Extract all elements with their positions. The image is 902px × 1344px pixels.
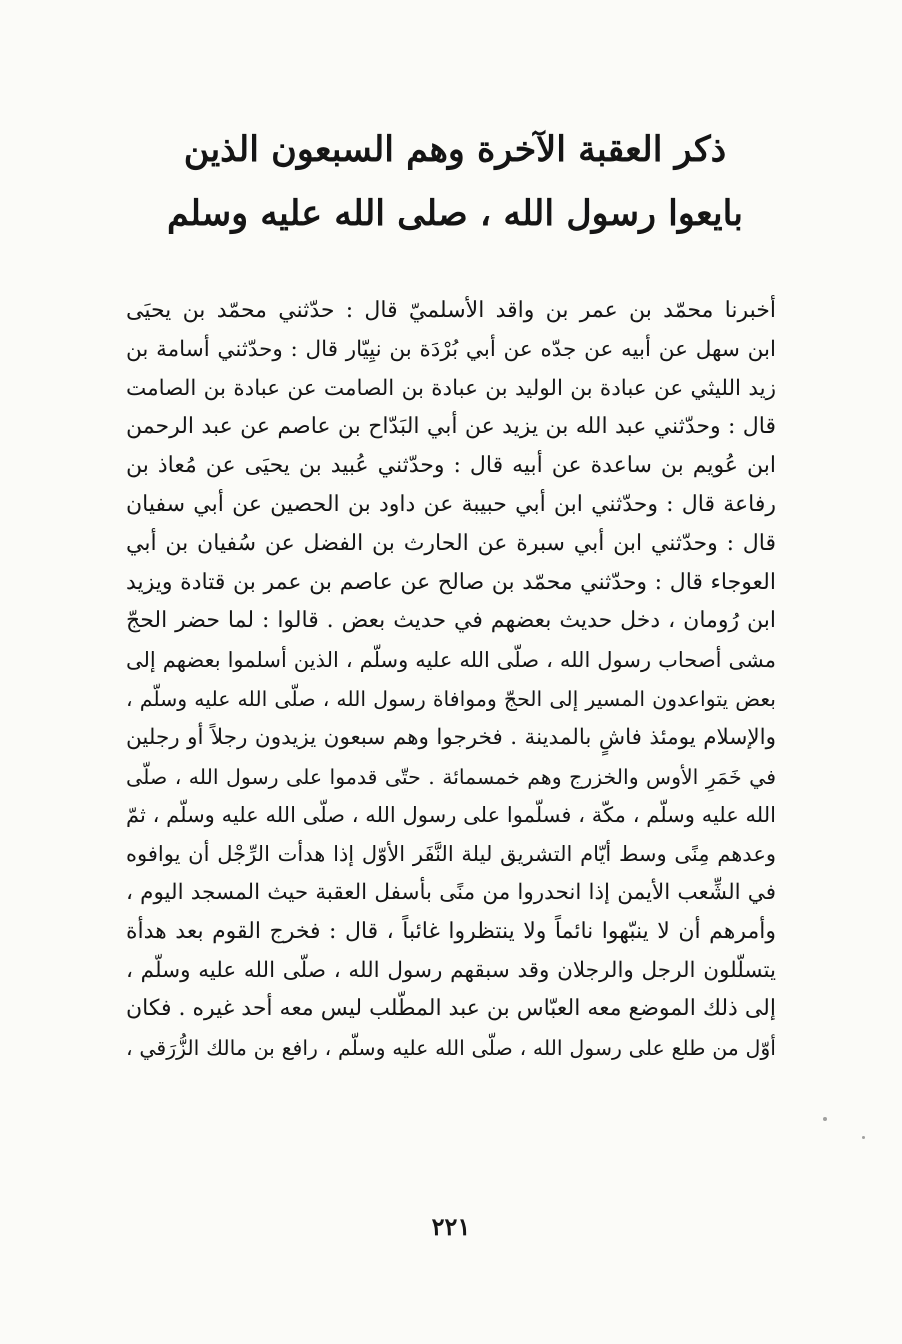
body-line-20: أوّل من طلع على رسول الله ، صلّى الله عليه وسلّم ، رافع بن مالك الزُّرَقي ،: [126, 1036, 776, 1061]
body-line-12: والإسلام يومئذ فاشٍ بالمدينة . فخرجوا وهم سبعون يزيدون رجلاً أو رجلين: [126, 724, 776, 750]
body-line-15: وعدهم مِنًى وسط أيّام التشريق ليلة النَّفَر الأوّل إذا هدأت الرِّجْل أن يوافوه: [126, 842, 776, 867]
chapter-title: [110, 118, 800, 246]
scan-speck-dot: [862, 1136, 865, 1139]
body-line-16: في الشِّعب الأيمن إذا انحدروا من منًى بأسفل العقبة حيث المسجد اليوم ،: [126, 879, 776, 905]
body-line-4: قال : وحدّثني عبد الله بن يزيد عن أبي البَدّاح بن عاصم عن عبد الرحمن: [126, 414, 776, 440]
body-line-19: إلى ذلك الموضع معه العبّاس بن عبد المطّلب ليس معه أحد غيره . فكان: [126, 996, 776, 1022]
body-line-2: ابن سهل عن أبيه عن جدّه عن أبي بُرْدَة بن نيِيّار قال : وحدّثني أسامة بن: [126, 336, 776, 362]
chapter-title-line-2: بايعوا رسول الله ، صلى الله عليه وسلم: [166, 193, 744, 234]
page-number: ٢٢١: [431, 1212, 471, 1241]
chapter-title-line-1: ذكر العقبة الآخرة وهم السبعون الذين: [183, 129, 727, 170]
body-text: [126, 292, 776, 1068]
body-line-7: قال : وحدّثني ابن أبي سبرة عن الحارث بن الفضل عن سُفيان بن أبي: [126, 530, 776, 556]
body-line-3: زيد الليثي عن عبادة بن الوليد بن عبادة بن الصامت عن عبادة بن الصامت: [126, 375, 776, 401]
body-line-10: مشى أصحاب رسول الله ، صلّى الله عليه وسلّم ، الذين أسلموا بعضهم إلى: [126, 648, 776, 673]
body-line-9: ابن رُومان ، دخل حديث بعضهم في حديث بعض . قالوا : لما حضر الحجّ: [126, 608, 776, 634]
body-line-14: الله عليه وسلّم ، مكّة ، فسلّموا على رسول الله ، صلّى الله عليه وسلّم ، ثمّ: [126, 803, 776, 828]
body-line-17: وأمرهم أن لا ينبّهوا نائماً ولا ينتظروا غائباً ، قال : فخرج القوم بعد هدأة: [126, 918, 776, 944]
body-line-18: يتسلّلون الرجل والرجلان وقد سبقهم رسول الله ، صلّى الله عليه وسلّم ،: [126, 957, 776, 983]
body-line-8: العوجاء قال : وحدّثني محمّد بن صالح عن عاصم بن عمر بن قتادة ويزيد: [126, 569, 776, 595]
body-line-11: بعض يتواعدون المسير إلى الحجّ وموافاة رسول الله ، صلّى الله عليه وسلّم ،: [126, 686, 776, 711]
scan-speck-dot: [823, 1117, 827, 1121]
body-line-13: في خَمَرِ الأوس والخزرج وهم خمسمائة . حتّى قدموا على رسول الله ، صلّى: [126, 764, 776, 789]
body-line-1: أخبرنا محمّد بن عمر بن واقد الأسلميّ قال : حدّثني محمّد بن يحيَى: [126, 298, 776, 323]
body-line-5: ابن عُويم بن ساعدة عن أبيه قال : وحدّثني عُبيد بن يحيَى عن مُعاذ بن: [126, 453, 776, 479]
body-line-6: رفاعة قال : وحدّثني ابن أبي حبيبة عن داود بن الحصين عن أبي سفيان: [126, 491, 776, 517]
